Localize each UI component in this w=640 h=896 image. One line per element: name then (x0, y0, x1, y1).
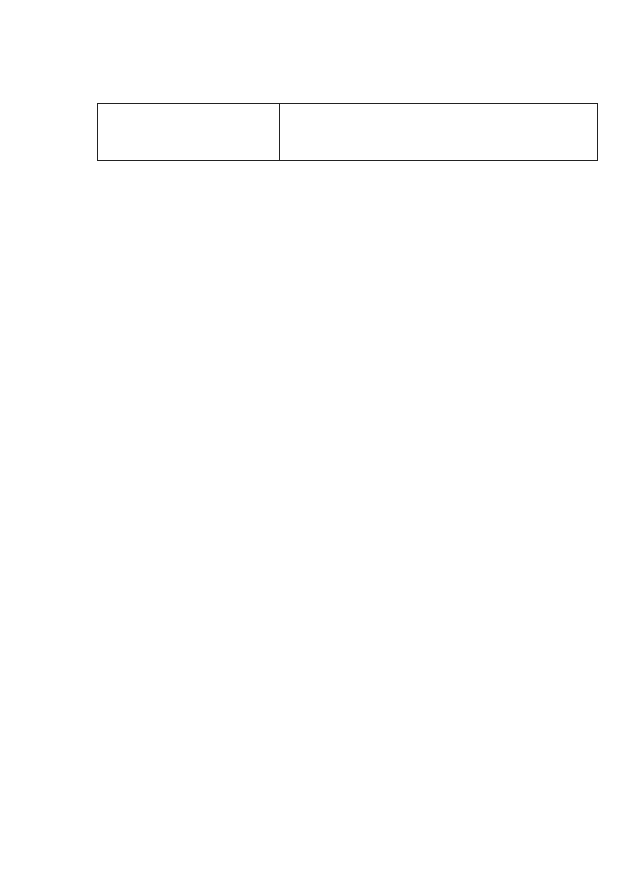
table-header (97, 103, 598, 161)
column-divider (279, 104, 280, 160)
